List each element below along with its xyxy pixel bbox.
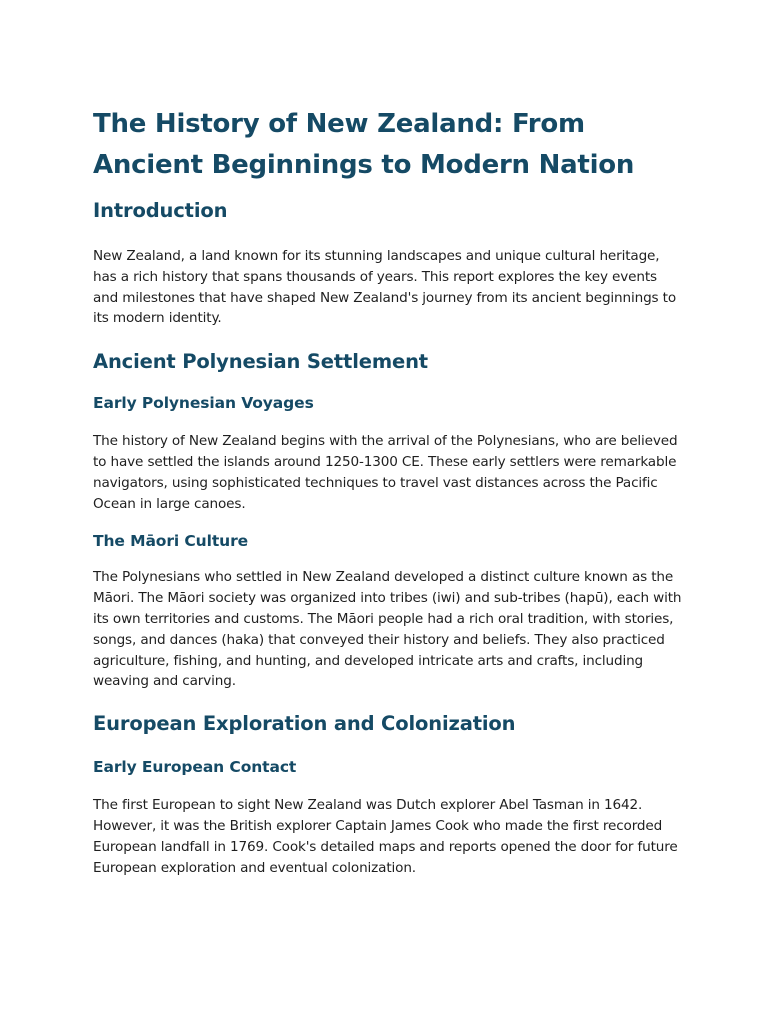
subsection-heading-voyages: Early Polynesian Voyages bbox=[93, 394, 314, 413]
document-title: The History of New Zealand: From Ancient Beginnings to Modern Nation bbox=[93, 109, 635, 180]
subsection-heading-maori-culture: The Māori Culture bbox=[93, 532, 249, 551]
introduction-paragraph: New Zealand, a land known for its stunning landscapes and unique cultural heritage, has a rich history that spans thousands of years. This report explores the key events and milestones that have shaped New Zealand's journey from its ancient beginnings to its modern identity. bbox=[93, 248, 677, 327]
early-contact-paragraph: The first European to sight New Zealand was Dutch explorer Abel Tasman in 1642. However, it was the British explorer Captain James Cook who made the first recorded European landfall in 1769. Cook's detailed maps and reports opened the door for future European exploration and eventual colonization. bbox=[93, 797, 678, 876]
section-heading-european-exploration: European Exploration and Colonization bbox=[93, 712, 516, 736]
voyages-paragraph: The history of New Zealand begins with the arrival of the Polynesians, who are believed to have settled the islands around 1250-1300 CE. These early settlers were remarkable navigators, using sophisticated techniques to travel vast distances across the Pacific Ocean in large canoes. bbox=[93, 433, 678, 512]
subsection-heading-early-contact: Early European Contact bbox=[93, 758, 297, 777]
section-heading-ancient-settlement: Ancient Polynesian Settlement bbox=[93, 350, 428, 374]
section-heading-introduction: Introduction bbox=[93, 199, 228, 222]
document-page bbox=[93, 104, 683, 878]
maori-culture-paragraph: The Polynesians who settled in New Zealand developed a distinct culture known as the Māori. The Māori society was organized into tribes (iwi) and sub-tribes (hapū), each with its own territories and customs. The Māori people had a rich oral tradition, with stories, songs, and dances (haka) that conveyed their history and beliefs. They also practiced agriculture, fishing, and hunting, and developed intricate arts and crafts, including weaving and carving. bbox=[93, 569, 682, 690]
